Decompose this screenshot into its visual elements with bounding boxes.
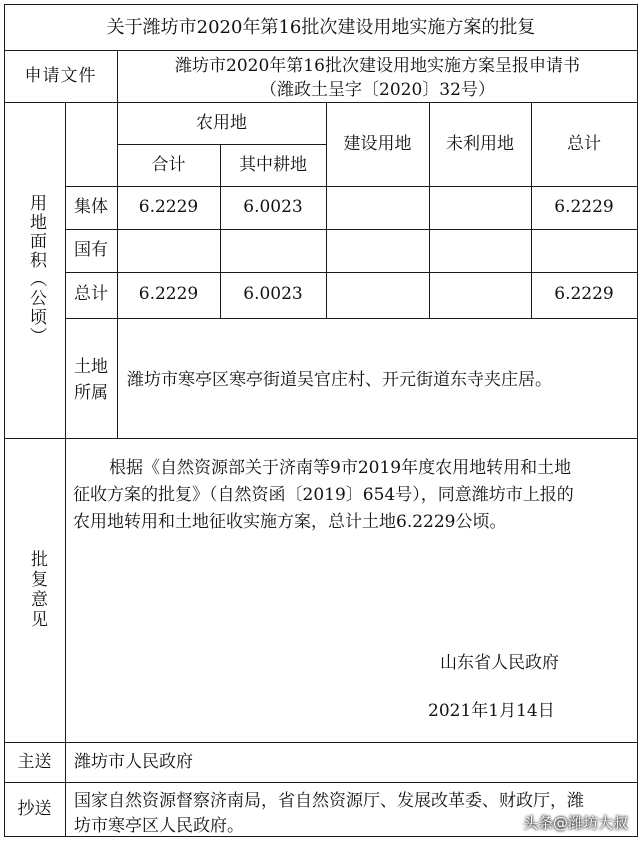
row-label-state: 国有 <box>74 240 108 260</box>
approval-line-3: 农用地转用和土地征收实施方案，总计土地6.2229公顷。 <box>73 512 507 532</box>
application-line-2: （潍政土呈字〔2020〕32号） <box>260 80 495 100</box>
watermark: 头条@潍坊大叔 <box>522 814 628 832</box>
issuer: 山东省人民政府 <box>440 653 559 673</box>
cell-total-cultivated: 6.0023 <box>243 284 303 304</box>
cell-total-total: 6.2229 <box>554 284 614 304</box>
area-side-label: 用地面积（公顷） <box>26 194 46 346</box>
header-farmland: 农用地 <box>196 113 247 133</box>
send-to-value: 潍坊市人民政府 <box>74 752 193 772</box>
header-subtotal: 合计 <box>151 155 186 175</box>
cell-total-subtotal: 6.2229 <box>138 284 199 304</box>
copy-to-label: 抄送 <box>17 799 52 819</box>
approval-document <box>4 4 638 837</box>
row-label-collective: 集体 <box>74 197 108 217</box>
approval-date: 2021年1月14日 <box>428 701 555 721</box>
location-value: 潍坊市寒亭区寒亭街道吴官庄村、开元街道东寺夹庄居。 <box>127 370 552 390</box>
cell-collective-subtotal: 6.2229 <box>138 197 199 217</box>
header-cultivated: 其中耕地 <box>239 155 307 175</box>
cell-collective-total: 6.2229 <box>554 197 614 217</box>
row-label-total: 总计 <box>74 284 108 304</box>
header-unused: 未利用地 <box>446 134 514 154</box>
document-title: 关于潍坊市2020年第16批次建设用地实施方案的批复 <box>106 17 536 38</box>
copy-to-line-1: 国家自然资源督察济南局，省自然资源厅、发展改革委、财政厅，潍 <box>74 791 584 811</box>
copy-to-line-2: 坊市寒亭区人民政府。 <box>74 816 244 836</box>
approval-label: 批复意见 <box>27 550 47 630</box>
location-label-line-1: 土地 <box>74 357 108 377</box>
application-line-1: 潍坊市2020年第16批次建设用地实施方案呈报申请书 <box>175 56 580 76</box>
cell-collective-cultivated: 6.0023 <box>243 197 303 217</box>
send-to-label: 主送 <box>17 752 52 772</box>
application-label: 申请文件 <box>24 66 97 86</box>
approval-line-2: 征收方案的批复》（自然资函〔2019〕654号），同意潍坊市上报的 <box>73 485 574 505</box>
header-construction: 建设用地 <box>343 134 412 154</box>
approval-line-1: 根据《自然资源部关于济南等9市2019年度农用地转用和土地 <box>109 458 572 478</box>
header-total: 总计 <box>567 134 601 154</box>
location-label-line-2: 所属 <box>74 383 108 403</box>
